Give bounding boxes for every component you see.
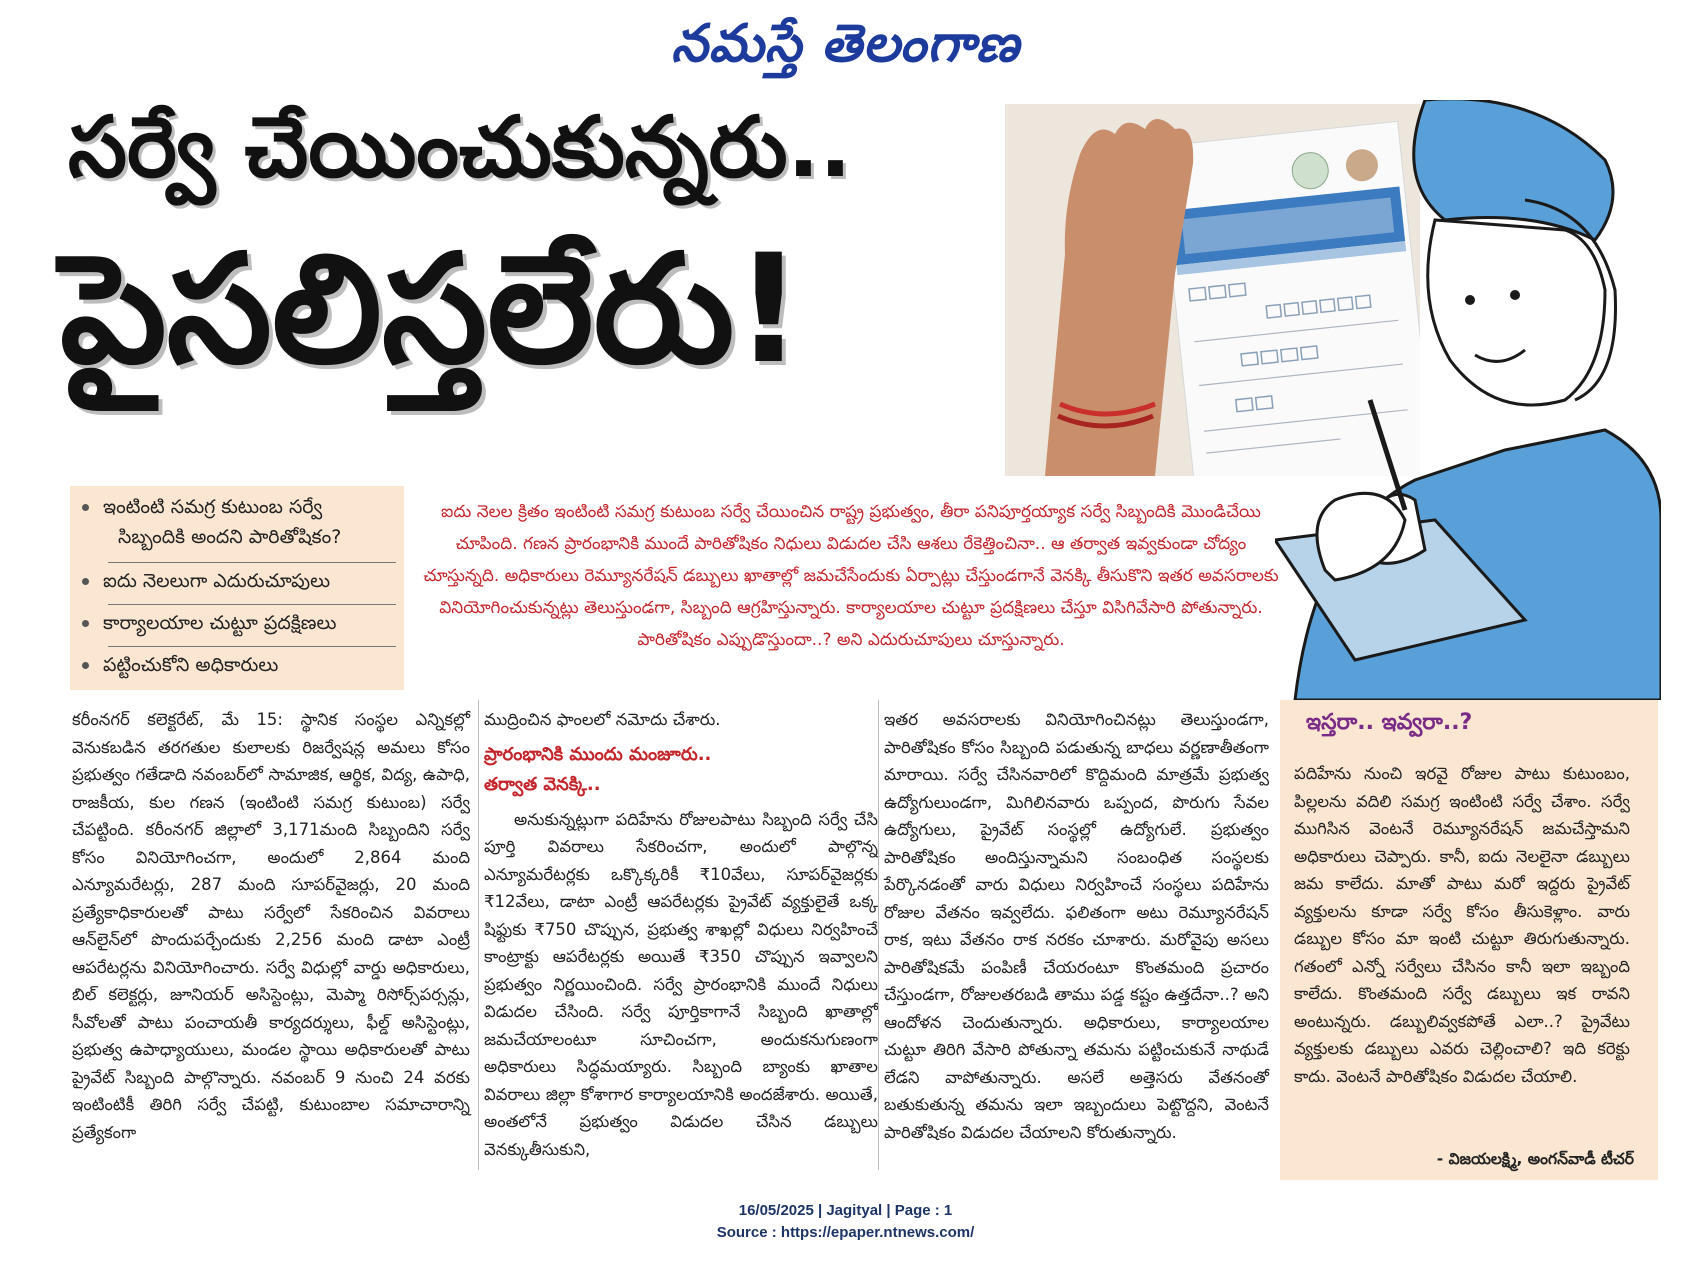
- subheading: ప్రారంభానికి ముందు మంజూరు..: [484, 743, 712, 765]
- article-text: ఇతర అవసరాలకు వినియోగించినట్లు తెలుస్తుండగా, పారితోషికం కోసం సిబ్బంది పడుతున్న బాధలు వర్ణణాతీతంగా మారాయి. సర్వే చేసినవారిలో కొద్దిమంది మాత్రమే ప్రభుత్వ ఉద్యోగులుండగా, మిగిలినవారు ఒప్పంద, పొరుగు సేవల ఉద్యోగులు, ప్రైవేట్ సంస్థల్లో ఉద్యోగులే. ప్రభుత్వం పారితోషికం అందిస్తున్నామని సంబంధిత సంస్థలకు పేర్కొనడంతో వారు విధులు నిర్వహించే సంస్థలు పదిహేను రోజుల వేతనం ఇవ్వలేదు. ఫలితంగా అటు రెమ్యూనరేషన్ రాక, ఇటు వేతనం రాక నరకం చూశారు. మరోవైపు అసలు పారితోషికమే పంపిణీ చేయరంటూ కొంతమంది ప్రచారం చేస్తుండగా, రోజులతరబడి తాము పడ్డ కష్టం ఉత్తదేనా..? అని ఆందోళన చెందుతున్నారు. అధికారులు, కార్యాలయాల చుట్టూ తిరిగి వేసారి పోతున్నా తమను పట్టించుకునే నాథుడే లేడని వాపోతున్నారు. అసలే అత్తెసరు వేతనంతో బతుకుతున్న తమను ఇలా ఇబ్బందులు పెట్టొద్దని, వెంటనే పారితోషికం విడుదల చేయాలని కోరుతున్నారు.: [884, 710, 1269, 1142]
- column-divider: [878, 700, 879, 1170]
- sidebar-signature: - విజయలక్ష్మి, అంగన్‌వాడీ టీచర్: [1436, 1150, 1634, 1168]
- bullet-dot-icon: [82, 578, 89, 585]
- bullet-dot-icon: [82, 620, 89, 627]
- highlight-text: పట్టించుకోని అధికారులు: [103, 654, 279, 676]
- highlight-item: [82, 612, 337, 639]
- article-column-2: [484, 706, 878, 1163]
- sidebar-body: పదిహేను నుంచి ఇరవై రోజుల పాటు కుటుంబం, పిల్లలను వదిలి సమగ్ర ఇంటింటి సర్వే చేశాం. సర్వే ముగిసిన వెంటనే రెమ్యూనరేషన్ జమచేస్తామని అధికారులు చెప్పారు. కానీ, ఐదు నెలలైనా డబ్బులు జమ కాలేదు. మాతో పాటు మరో ఇద్దరు ప్రైవేట్ వ్యక్తులను కూడా సర్వే కోసం తీసుకెళ్లాం. వారు డబ్బుల కోసం మా ఇంటి చుట్టూ తిరుగుతున్నారు. గతంలో ఎన్నో సర్వేలు చేసినం కానీ ఇలా ఇబ్బంది కాలేదు. కొంతమంది సర్వే డబ్బులు ఇక రావని అంటున్నరు. డబ్బులివ్వకపోతే ఎలా..? ప్రైవేటు వ్యక్తులకు డబ్బులు ఎవరు చెల్లించాలి? ఇది కరెక్టు కాదు. వెంటనే పారితోషికం విడుదల చేయాలి.: [1294, 764, 1630, 1086]
- subheading: తర్వాత వెనక్కి..: [484, 773, 601, 795]
- article-text: కరీంనగర్ కలెక్టరేట్, మే 15: స్థానిక సంస్థల ఎన్నికల్లో వెనుకబడిన తరగతుల కులాలకు రిజర్వేషన్ల అమలు కోసం ప్రభుత్వం గతేడాది నవంబర్‌లో సామాజిక, ఆర్థిక, విద్య, ఉపాధి, రాజకీయ, కుల గణన (ఇంటింటి సమగ్ర కుటుంబ) సర్వే చేపట్టింది. కరీంనగర్ జిల్లాలో 3,171మంది సిబ్బందిని సర్వే కోసం వినియోగించగా, అందులో 2,864 మంది ఎన్యూమరేటర్లు, 287 మంది సూపర్‌వైజర్లు, 20 మంది ప్రత్యేకాధికారులతో పాటు సర్వేలో సేకరించిన వివరాలు ఆన్‌లైన్‌లో పొందుపర్చేందుకు 2,256 మంది డాటా ఎంట్రీ ఆపరేటర్లను వినియోగించారు. సర్వే విధుల్లో వార్డు అధికారులు, బిల్ కలెక్టర్లు, జూనియర్ అసిస్టెంట్లు, మెప్మా రిసోర్స్‌పర్సన్లు, సీవోలతో పాటు పంచాయతీ కార్యదర్శులు, ఫీల్డ్ అసిస్టెంట్లు, ప్రభుత్వ ఉపాధ్యాయులు, మండల స్థాయి అధికారులతో పాటు ప్రైవేట్ సిబ్బంది పాల్గొన్నారు. నవంబర్ 9 నుంచి 24 వరకు ఇంటింటికీ తిరిగి సర్వే చేపట్టి, కుటుంబాల సమాచారాన్ని ప్రత్యేకంగా: [72, 710, 470, 1142]
- column-divider: [478, 700, 479, 1170]
- bullet-dot-icon: [82, 504, 89, 511]
- bullet-dot-icon: [82, 662, 89, 669]
- sidebar-title: ఇస్తరా.. ఇవ్వరా..?: [1306, 710, 1473, 735]
- article-column-1: [72, 706, 470, 1146]
- surveyor-illustration: [1275, 100, 1661, 700]
- surveyor-illustration-graphic: [1275, 100, 1661, 700]
- footer-source-link[interactable]: Source : https://epaper.ntnews.com/: [716, 1224, 975, 1241]
- highlight-item: [82, 570, 330, 597]
- highlight-text: ఇంటింటి సమగ్ర కుటుంబ సర్వే: [103, 496, 323, 518]
- highlight-divider: [108, 604, 396, 605]
- highlights-box: [70, 486, 404, 690]
- highlight-divider: [108, 562, 396, 563]
- highlight-text: ఐదు నెలలుగా ఎదురుచూపులు: [103, 570, 331, 592]
- highlight-text: సిబ్బందికి అందని పారితోషికం?: [118, 526, 342, 548]
- footer-edition-info: 16/05/2025 | Jagityal | Page : 1: [738, 1202, 953, 1219]
- highlight-item: [82, 654, 278, 681]
- article-text: ముద్రించిన ఫాంలలో నమోదు చేశారు.: [484, 710, 721, 729]
- article-text: అనుకున్నట్లుగా పదిహేను రోజులపాటు సిబ్బంది సర్వే చేసి పూర్తి వివరాలు సేకరించగా, అందులో పాల్గొన్న ఎన్యూమరేటర్లకు ఒక్కొక్కరికీ ₹10వేలు, సూపర్‌వైజర్లకు ₹12వేలు, డాటా ఎంట్రీ ఆపరేటర్లకు ప్రైవేట్ వ్యక్తులైతే ఒక్క షిఫ్టుకు ₹750 చొప్పున, ప్రభుత్వ శాఖల్లో విధులు నిర్వహించే కాంట్రాక్టు ఆపరేటర్లకు అయితే ₹350 చొప్పున ఇవ్వాలని ప్రభుత్వం నిర్ణయించింది. సర్వే ప్రారంభానికి ముందే నిధులు విడుదల చేసింది. సర్వే పూర్తికాగానే సిబ్బంది ఖాతాల్లో జమచేయాలంటూ సూచించగా, అందుకనుగుణంగా అధికారులు సిద్ధమయ్యారు. సిబ్బంది బ్యాంకు ఖాతాల వివరాలు జిల్లా కోశాగార కార్యాలయానికి అందజేశారు. అయితే, అంతలోనే ప్రభుత్వం విడుదల చేసిన డబ్బులు వెనక్కుతీసుకుని,: [484, 809, 878, 1159]
- masthead-logo: నమస్తే తెలంగాణ: [671, 14, 1020, 74]
- article-column-3: [884, 706, 1269, 1146]
- highlight-divider: [108, 646, 396, 647]
- highlight-text: కార్యాలయాల చుట్టూ ప్రదక్షిణలు: [103, 612, 337, 634]
- highlight-item: [118, 526, 341, 553]
- headline-line1: సర్వే చేయించుకున్నరు..: [68, 98, 852, 196]
- highlight-item: [82, 496, 322, 523]
- intro-paragraph: ఐదు నెలల క్రితం ఇంటింటి సమగ్ర కుటుంబ సర్వే చేయించిన రాష్ట్ర ప్రభుత్వం, తీరా పనిపూర్తయ్యాక సర్వే సిబ్బందికి మొండిచేయి చూపింది. గణన ప్రారంభానికి ముందే పారితోషికం నిధులు విడుదల చేసి ఆశలు రేకెత్తించినా.. ఆ తర్వాత ఇవ్వకుండా చోద్యం చూస్తున్నది. అధికారులు రెమ్యూనరేషన్ డబ్బులు ఖాతాల్లో జమచేసేందుకు ఏర్పాట్లు చేస్తుండగానే వెనక్కి తీసుకొని ఇతర అవసరాలకు వినియోగించుకున్నట్లు తెలుస్తుండగా, సిబ్బంది ఆగ్రహిస్తున్నారు. కార్యాలయాల చుట్టూ ప్రదక్షిణలు చేస్తూ విసిగివేసారి పోతున్నారు. పారితోషికం ఎప్పుడొస్తుందా..? అని ఎదురుచూపులు చూస్తున్నారు.: [423, 502, 1279, 650]
- headline-line2: పైసలిస్తలేరు!: [60, 223, 803, 397]
- quote-sidebar: [1280, 700, 1658, 1180]
